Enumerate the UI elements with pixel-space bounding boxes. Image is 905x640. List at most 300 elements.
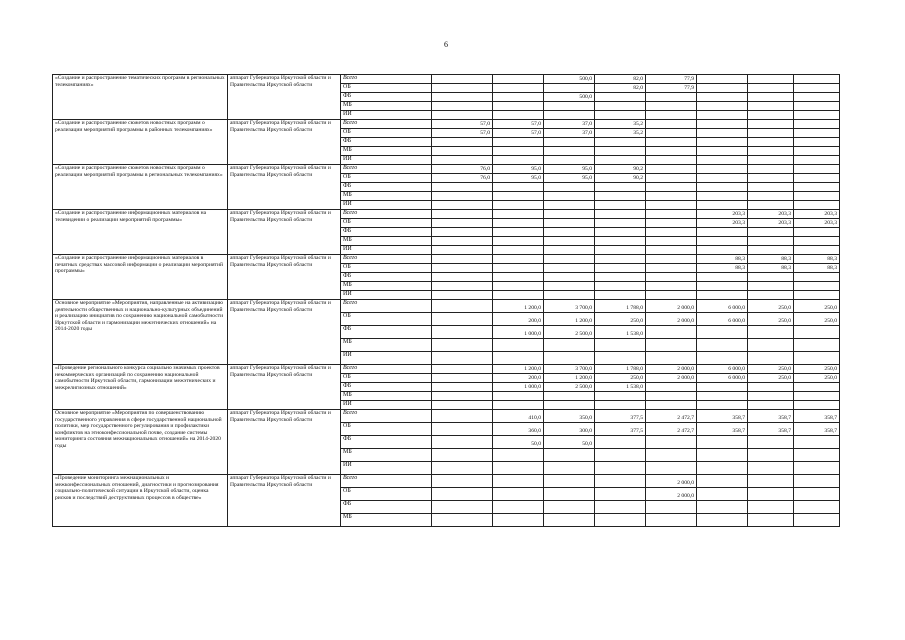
value-cell bbox=[493, 75, 544, 84]
value-cell bbox=[697, 156, 748, 165]
budget-table bbox=[52, 74, 840, 527]
value-cell bbox=[493, 228, 544, 237]
value-cell bbox=[748, 183, 794, 192]
value-cell bbox=[697, 138, 748, 147]
value-cell bbox=[493, 93, 544, 102]
value-cell bbox=[544, 183, 595, 192]
value-cell: 76,0 bbox=[432, 165, 493, 174]
value-cell bbox=[432, 392, 493, 401]
value-cell bbox=[544, 273, 595, 282]
activity-name: «Создание и распространение информационных материалов на телевидении о реализации мероприятий программы» bbox=[53, 210, 228, 255]
value-cell: 50,0 bbox=[493, 436, 544, 449]
value-cell: 250,0 bbox=[794, 374, 840, 383]
value-cell bbox=[748, 475, 794, 488]
value-cell bbox=[646, 401, 697, 410]
funding-source: МБ bbox=[341, 237, 432, 246]
value-cell bbox=[432, 75, 493, 84]
value-cell bbox=[748, 192, 794, 201]
value-cell bbox=[432, 210, 493, 219]
value-cell bbox=[432, 111, 493, 120]
funding-source: ИИ bbox=[341, 401, 432, 410]
value-cell bbox=[595, 462, 646, 475]
value-cell bbox=[595, 449, 646, 462]
value-cell bbox=[595, 246, 646, 255]
value-cell bbox=[432, 488, 493, 501]
value-cell bbox=[646, 165, 697, 174]
value-cell bbox=[595, 192, 646, 201]
value-cell bbox=[432, 291, 493, 300]
value-cell bbox=[748, 462, 794, 475]
value-cell bbox=[432, 228, 493, 237]
funding-source: МБ bbox=[341, 392, 432, 401]
value-cell bbox=[646, 352, 697, 365]
value-cell bbox=[595, 264, 646, 273]
value-cell bbox=[595, 156, 646, 165]
value-cell bbox=[794, 436, 840, 449]
value-cell bbox=[493, 462, 544, 475]
value-cell bbox=[493, 475, 544, 488]
funding-source: ИИ bbox=[341, 291, 432, 300]
funding-source: ФБ bbox=[341, 273, 432, 282]
value-cell: 6 000,0 bbox=[697, 300, 748, 313]
funding-source: ИИ bbox=[341, 156, 432, 165]
value-cell bbox=[544, 264, 595, 273]
value-cell: 410,0 bbox=[493, 410, 544, 423]
value-cell bbox=[595, 282, 646, 291]
value-cell bbox=[646, 129, 697, 138]
value-cell: 1 200,0 bbox=[544, 313, 595, 326]
value-cell: 250,0 bbox=[595, 313, 646, 326]
executor: аппарат Губернатора Иркутской области и Правительства Иркутской области bbox=[228, 165, 341, 210]
value-cell bbox=[697, 174, 748, 183]
value-cell: 2 000,0 bbox=[646, 313, 697, 326]
funding-source: ОБ bbox=[341, 264, 432, 273]
value-cell: 250,0 bbox=[794, 313, 840, 326]
value-cell: 2 000,0 bbox=[646, 300, 697, 313]
value-cell bbox=[432, 300, 493, 313]
value-cell bbox=[748, 138, 794, 147]
funding-source: МБ bbox=[341, 192, 432, 201]
value-cell bbox=[493, 401, 544, 410]
table-row bbox=[53, 210, 840, 219]
value-cell: 82,0 bbox=[595, 75, 646, 84]
value-cell bbox=[646, 392, 697, 401]
value-cell bbox=[697, 401, 748, 410]
table-row bbox=[53, 475, 840, 488]
value-cell bbox=[595, 138, 646, 147]
value-cell bbox=[544, 339, 595, 352]
value-cell bbox=[595, 352, 646, 365]
value-cell: 203,3 bbox=[794, 219, 840, 228]
value-cell bbox=[595, 93, 646, 102]
value-cell bbox=[432, 264, 493, 273]
value-cell bbox=[794, 339, 840, 352]
value-cell bbox=[697, 183, 748, 192]
value-cell bbox=[748, 352, 794, 365]
value-cell bbox=[646, 246, 697, 255]
value-cell bbox=[544, 255, 595, 264]
value-cell bbox=[544, 488, 595, 501]
value-cell bbox=[432, 201, 493, 210]
value-cell bbox=[646, 264, 697, 273]
value-cell bbox=[493, 392, 544, 401]
value-cell bbox=[697, 326, 748, 339]
value-cell bbox=[794, 192, 840, 201]
value-cell: 88,3 bbox=[697, 264, 748, 273]
value-cell bbox=[595, 392, 646, 401]
value-cell bbox=[697, 246, 748, 255]
value-cell: 203,3 bbox=[748, 210, 794, 219]
value-cell bbox=[432, 365, 493, 374]
value-cell: 1 538,0 bbox=[595, 383, 646, 392]
value-cell: 90,2 bbox=[595, 165, 646, 174]
value-cell bbox=[646, 237, 697, 246]
value-cell bbox=[697, 352, 748, 365]
value-cell bbox=[697, 120, 748, 129]
value-cell bbox=[432, 339, 493, 352]
value-cell bbox=[493, 246, 544, 255]
value-cell bbox=[794, 392, 840, 401]
value-cell bbox=[493, 514, 544, 527]
value-cell bbox=[748, 237, 794, 246]
value-cell bbox=[493, 111, 544, 120]
value-cell bbox=[697, 449, 748, 462]
value-cell bbox=[697, 488, 748, 501]
value-cell: 76,0 bbox=[432, 174, 493, 183]
value-cell: 95,0 bbox=[544, 165, 595, 174]
value-cell bbox=[493, 192, 544, 201]
value-cell bbox=[432, 246, 493, 255]
value-cell bbox=[544, 237, 595, 246]
value-cell bbox=[794, 147, 840, 156]
value-cell bbox=[646, 326, 697, 339]
value-cell: 1 788,0 bbox=[595, 365, 646, 374]
value-cell: 250,0 bbox=[595, 374, 646, 383]
value-cell: 250,0 bbox=[748, 365, 794, 374]
value-cell bbox=[544, 192, 595, 201]
value-cell: 1 538,0 bbox=[595, 326, 646, 339]
value-cell bbox=[432, 374, 493, 383]
funding-source: ОБ bbox=[341, 219, 432, 228]
value-cell bbox=[697, 147, 748, 156]
value-cell: 37,0 bbox=[544, 129, 595, 138]
value-cell bbox=[432, 219, 493, 228]
value-cell bbox=[646, 210, 697, 219]
funding-source: ОБ bbox=[341, 129, 432, 138]
value-cell: 57,0 bbox=[432, 120, 493, 129]
value-cell: 250,0 bbox=[794, 365, 840, 374]
value-cell bbox=[432, 102, 493, 111]
funding-source: Всего bbox=[341, 300, 432, 313]
value-cell: 88,3 bbox=[697, 255, 748, 264]
value-cell bbox=[748, 514, 794, 527]
value-cell: 1 200,0 bbox=[544, 374, 595, 383]
value-cell bbox=[544, 282, 595, 291]
value-cell bbox=[646, 156, 697, 165]
value-cell bbox=[697, 75, 748, 84]
value-cell bbox=[794, 246, 840, 255]
value-cell bbox=[432, 514, 493, 527]
value-cell: 1 200,0 bbox=[493, 365, 544, 374]
value-cell bbox=[595, 501, 646, 514]
value-cell bbox=[432, 352, 493, 365]
value-cell bbox=[646, 192, 697, 201]
value-cell bbox=[432, 410, 493, 423]
value-cell: 35,2 bbox=[595, 120, 646, 129]
value-cell: 95,0 bbox=[493, 174, 544, 183]
value-cell: 88,3 bbox=[748, 255, 794, 264]
value-cell bbox=[748, 228, 794, 237]
value-cell bbox=[646, 228, 697, 237]
table-row bbox=[53, 120, 840, 129]
value-cell bbox=[646, 102, 697, 111]
value-cell: 82,0 bbox=[595, 84, 646, 93]
value-cell bbox=[697, 339, 748, 352]
funding-source: ОБ bbox=[341, 374, 432, 383]
funding-source: МБ bbox=[341, 147, 432, 156]
value-cell bbox=[493, 147, 544, 156]
value-cell bbox=[748, 102, 794, 111]
value-cell: 88,3 bbox=[794, 255, 840, 264]
value-cell bbox=[794, 282, 840, 291]
value-cell: 2 500,0 bbox=[544, 383, 595, 392]
value-cell: 77,9 bbox=[646, 75, 697, 84]
value-cell bbox=[794, 129, 840, 138]
value-cell bbox=[748, 383, 794, 392]
executor: аппарат Губернатора Иркутской области и Правительства Иркутской области bbox=[228, 75, 341, 120]
value-cell bbox=[493, 488, 544, 501]
value-cell bbox=[544, 228, 595, 237]
table-row bbox=[53, 165, 840, 174]
value-cell bbox=[544, 352, 595, 365]
value-cell bbox=[697, 392, 748, 401]
value-cell bbox=[432, 255, 493, 264]
value-cell bbox=[646, 282, 697, 291]
executor: аппарат Губернатора Иркутской области и Правительства Иркутской области bbox=[228, 300, 341, 365]
executor: аппарат Губернатора Иркутской области и Правительства Иркутской области bbox=[228, 255, 341, 300]
value-cell bbox=[432, 138, 493, 147]
value-cell bbox=[748, 165, 794, 174]
value-cell bbox=[697, 383, 748, 392]
funding-source: ОБ bbox=[341, 423, 432, 436]
value-cell bbox=[432, 423, 493, 436]
funding-source: ОБ bbox=[341, 313, 432, 326]
value-cell bbox=[697, 514, 748, 527]
executor: аппарат Губернатора Иркутской области и Правительства Иркутской области bbox=[228, 120, 341, 165]
value-cell bbox=[794, 93, 840, 102]
value-cell bbox=[646, 514, 697, 527]
value-cell: 200,0 bbox=[493, 374, 544, 383]
value-cell bbox=[432, 192, 493, 201]
value-cell bbox=[748, 273, 794, 282]
value-cell bbox=[595, 210, 646, 219]
value-cell bbox=[794, 352, 840, 365]
value-cell bbox=[493, 273, 544, 282]
funding-source: ИИ bbox=[341, 111, 432, 120]
value-cell bbox=[794, 449, 840, 462]
value-cell bbox=[544, 111, 595, 120]
value-cell bbox=[646, 219, 697, 228]
funding-source: Всего bbox=[341, 410, 432, 423]
value-cell bbox=[595, 291, 646, 300]
executor: аппарат Губернатора Иркутской области и Правительства Иркутской области bbox=[228, 410, 341, 475]
value-cell: 2 472,7 bbox=[646, 423, 697, 436]
value-cell bbox=[493, 183, 544, 192]
value-cell bbox=[493, 449, 544, 462]
value-cell: 358,7 bbox=[697, 423, 748, 436]
value-cell bbox=[748, 120, 794, 129]
value-cell bbox=[595, 514, 646, 527]
value-cell bbox=[544, 210, 595, 219]
value-cell bbox=[544, 291, 595, 300]
value-cell bbox=[748, 129, 794, 138]
value-cell: 2 000,0 bbox=[646, 365, 697, 374]
table-row bbox=[53, 365, 840, 374]
table-row bbox=[53, 255, 840, 264]
value-cell bbox=[697, 501, 748, 514]
value-cell bbox=[595, 201, 646, 210]
value-cell bbox=[493, 138, 544, 147]
value-cell bbox=[794, 138, 840, 147]
activity-name: «Создание и распространение сюжетов новостных программ о реализации мероприятий программы в районных телекомпаниях» bbox=[53, 120, 228, 165]
value-cell bbox=[794, 84, 840, 93]
value-cell bbox=[432, 84, 493, 93]
value-cell: 377,5 bbox=[595, 423, 646, 436]
value-cell bbox=[748, 326, 794, 339]
value-cell bbox=[432, 273, 493, 282]
value-cell bbox=[697, 436, 748, 449]
value-cell bbox=[646, 111, 697, 120]
value-cell bbox=[544, 84, 595, 93]
value-cell bbox=[794, 475, 840, 488]
value-cell bbox=[697, 165, 748, 174]
value-cell bbox=[595, 436, 646, 449]
funding-source: Всего bbox=[341, 210, 432, 219]
funding-source: МБ bbox=[341, 449, 432, 462]
executor: аппарат Губернатора Иркутской области и Правительства Иркутской области bbox=[228, 475, 341, 527]
value-cell bbox=[646, 449, 697, 462]
value-cell bbox=[595, 401, 646, 410]
value-cell bbox=[748, 436, 794, 449]
value-cell: 358,7 bbox=[748, 423, 794, 436]
value-cell: 250,0 bbox=[748, 300, 794, 313]
value-cell bbox=[493, 84, 544, 93]
activity-name: Основное мероприятие «Мероприятия, направленные на активизацию деятельности общественных и национально-культурных объединений и реализацию инициатив по сохранению национальной самобытности Иркутской области и гармонизации межэтнических отношений» на 2014-2020 годы bbox=[53, 300, 228, 365]
value-cell bbox=[646, 501, 697, 514]
value-cell bbox=[748, 339, 794, 352]
funding-source: ОБ bbox=[341, 84, 432, 93]
value-cell bbox=[646, 462, 697, 475]
value-cell: 88,3 bbox=[748, 264, 794, 273]
value-cell bbox=[544, 246, 595, 255]
value-cell bbox=[748, 93, 794, 102]
value-cell bbox=[544, 475, 595, 488]
value-cell bbox=[544, 401, 595, 410]
value-cell bbox=[432, 156, 493, 165]
value-cell bbox=[544, 501, 595, 514]
value-cell: 57,0 bbox=[493, 129, 544, 138]
value-cell bbox=[748, 147, 794, 156]
value-cell bbox=[794, 228, 840, 237]
value-cell bbox=[595, 102, 646, 111]
value-cell bbox=[697, 237, 748, 246]
executor: аппарат Губернатора Иркутской области и Правительства Иркутской области bbox=[228, 210, 341, 255]
value-cell bbox=[748, 392, 794, 401]
funding-source: МБ bbox=[341, 102, 432, 111]
value-cell bbox=[493, 210, 544, 219]
value-cell: 6 000,0 bbox=[697, 374, 748, 383]
value-cell: 35,2 bbox=[595, 129, 646, 138]
value-cell bbox=[595, 255, 646, 264]
funding-source: Всего bbox=[341, 255, 432, 264]
executor: аппарат Губернатора Иркутской области и Правительства Иркутской области bbox=[228, 365, 341, 410]
value-cell bbox=[748, 156, 794, 165]
value-cell: 3 700,0 bbox=[544, 365, 595, 374]
value-cell bbox=[646, 291, 697, 300]
value-cell bbox=[646, 93, 697, 102]
value-cell bbox=[748, 201, 794, 210]
value-cell bbox=[544, 392, 595, 401]
value-cell bbox=[794, 488, 840, 501]
value-cell bbox=[646, 201, 697, 210]
value-cell bbox=[432, 147, 493, 156]
value-cell bbox=[493, 339, 544, 352]
value-cell bbox=[493, 156, 544, 165]
value-cell bbox=[794, 501, 840, 514]
value-cell: 203,3 bbox=[748, 219, 794, 228]
value-cell: 377,5 bbox=[595, 410, 646, 423]
value-cell bbox=[432, 183, 493, 192]
value-cell bbox=[493, 237, 544, 246]
table-body bbox=[53, 75, 840, 527]
value-cell bbox=[646, 183, 697, 192]
value-cell bbox=[432, 436, 493, 449]
funding-source: Всего bbox=[341, 165, 432, 174]
value-cell bbox=[432, 462, 493, 475]
value-cell bbox=[493, 291, 544, 300]
funding-source: Всего bbox=[341, 475, 432, 488]
value-cell: 1 788,0 bbox=[595, 300, 646, 313]
value-cell bbox=[432, 383, 493, 392]
value-cell bbox=[493, 282, 544, 291]
value-cell bbox=[595, 228, 646, 237]
value-cell bbox=[794, 102, 840, 111]
value-cell bbox=[748, 111, 794, 120]
value-cell bbox=[697, 228, 748, 237]
value-cell bbox=[544, 462, 595, 475]
value-cell: 6 000,0 bbox=[697, 313, 748, 326]
value-cell: 250,0 bbox=[748, 313, 794, 326]
value-cell bbox=[794, 201, 840, 210]
funding-source: Всего bbox=[341, 365, 432, 374]
value-cell bbox=[544, 201, 595, 210]
value-cell: 203,3 bbox=[697, 219, 748, 228]
value-cell bbox=[493, 102, 544, 111]
value-cell bbox=[748, 84, 794, 93]
value-cell bbox=[646, 147, 697, 156]
value-cell bbox=[697, 129, 748, 138]
value-cell bbox=[697, 462, 748, 475]
funding-source: ИИ bbox=[341, 201, 432, 210]
value-cell bbox=[646, 273, 697, 282]
value-cell bbox=[794, 291, 840, 300]
value-cell: 95,0 bbox=[544, 174, 595, 183]
value-cell bbox=[794, 183, 840, 192]
value-cell bbox=[544, 449, 595, 462]
value-cell bbox=[697, 291, 748, 300]
table-row bbox=[53, 75, 840, 84]
value-cell: 57,0 bbox=[493, 120, 544, 129]
